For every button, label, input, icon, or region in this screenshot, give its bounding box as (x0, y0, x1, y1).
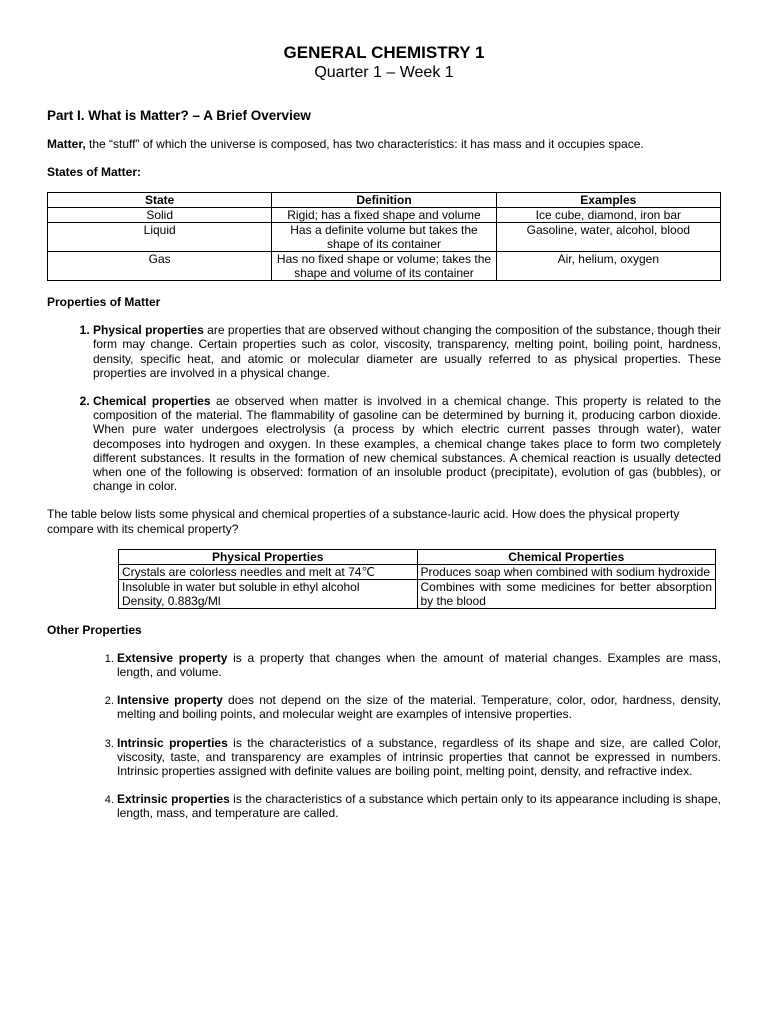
extrinsic-text: is the characteristics of a substance which pertain only to its appearance including is shape, length, mass, and temperature are called. (117, 792, 721, 821)
other-properties-label: Other Properties (47, 622, 142, 637)
states-table (47, 192, 721, 281)
lauric-header-physical: Physical Properties (119, 549, 418, 564)
states-header-row (48, 193, 721, 208)
state-cell: Solid (48, 208, 272, 223)
intrinsic-text: is the characteristics of a substance, regardless of its shape and size, are called Color, viscosity, taste, and transparency are examples of intrinsic properties that cannot be expressed in numbers. Intrinsic properties assigned with definite values are boiling point, melting point, density, and refractive index. (117, 735, 721, 779)
list-item (117, 736, 721, 779)
intensive-term: Intensive property (117, 693, 223, 708)
matter-definition (47, 137, 721, 151)
physical-cell: Crystals are colorless needles and melt at 74℃ (119, 564, 418, 579)
table-row (119, 579, 716, 608)
document-title: GENERAL CHEMISTRY 1 (283, 43, 485, 62)
examples-cell: Air, helium, oxygen (496, 252, 720, 281)
table-row (48, 252, 721, 281)
examples-cell: Gasoline, water, alcohol, blood (496, 223, 720, 252)
part1-heading: Part I. What is Matter? – A Brief Overview (47, 108, 311, 123)
chemical-cell: Combines with some medicines for better absorption by the blood (417, 579, 716, 608)
matter-definition-text: the “stuff” of which the universe is composed, has two characteristics: it has mass and it occupies space. (85, 137, 644, 151)
intrinsic-term: Intrinsic properties (117, 735, 228, 750)
properties-list (47, 323, 721, 493)
state-cell: Liquid (48, 223, 272, 252)
list-item (93, 394, 721, 493)
list-item (117, 651, 721, 679)
lauric-table (118, 549, 716, 609)
intensive-text: does not depend on the size of the material. Temperature, color, odor, hardness, density, melting and boiling points, and molecular weight are examples of intensive properties. (117, 693, 721, 722)
document-subtitle: Quarter 1 – Week 1 (314, 64, 454, 81)
table-row (119, 564, 716, 579)
lauric-header-row (119, 549, 716, 564)
examples-cell: Ice cube, diamond, iron bar (496, 208, 720, 223)
physical-cell-line: Density, 0.883g/Ml (122, 593, 221, 608)
extensive-text: is a property that changes when the amount of material changes. Examples are mass, length, and volume. (117, 650, 721, 680)
list-item (117, 792, 721, 820)
other-properties-list (47, 651, 721, 821)
state-cell: Gas (48, 252, 272, 281)
definition-cell: Has no fixed shape or volume; takes the shape and volume of its container (272, 252, 496, 281)
chemical-properties-text: ae observed when matter is involved in a chemical change. This property is related to the composition of the material. The flammability of gasoline can be determined by burning it, producing carbon dioxide. When pure water undergoes electrolysis (a process by which electric current passes through water), water decomposes into hydrogen and oxygen. In these examples, a chemical change takes place to form two completely different substances. It results in the formation of new chemical substances. A chemical reaction is usually detected when one of the following is observed: formation of an insoluble product (precipitate), evolution of gas (bubbles), or change in color. (93, 394, 721, 494)
states-header-state: State (48, 193, 272, 208)
chemical-cell: Produces soap when combined with sodium hydroxide (417, 564, 716, 579)
physical-properties-term: Physical properties (93, 323, 204, 338)
list-item (93, 323, 721, 380)
physical-cell (119, 579, 418, 608)
table-row (48, 208, 721, 223)
states-header-definition: Definition (272, 193, 496, 208)
table-row (48, 223, 721, 252)
matter-term: Matter, (47, 137, 86, 151)
states-label: States of Matter: (47, 165, 142, 180)
extensive-term: Extensive property (117, 650, 228, 665)
lauric-intro: The table below lists some physical and chemical properties of a substance-lauric acid. How does the physical property compare with its chemical property? (47, 507, 680, 536)
definition-cell: Has a definite volume but takes the shape of its container (272, 223, 496, 252)
list-item (117, 693, 721, 721)
physical-properties-text: are properties that are observed without changing the composition of the substance, though their form may change. Certain properties such as color, viscosity, transparency, melting point, boiling point, hardness, density, specific heat, and atomic or molecular diameter are usually referred to as physical properties. These properties are involved in a physical change. (93, 323, 721, 380)
definition-cell: Rigid; has a fixed shape and volume (272, 208, 496, 223)
lauric-header-chemical: Chemical Properties (417, 549, 716, 564)
properties-label: Properties of Matter (47, 295, 161, 310)
physical-cell-line: Insoluble in water but soluble in ethyl alcohol (122, 579, 360, 594)
states-header-examples: Examples (496, 193, 720, 208)
chemical-properties-term: Chemical properties (93, 394, 211, 409)
extrinsic-term: Extrinsic properties (117, 792, 230, 807)
